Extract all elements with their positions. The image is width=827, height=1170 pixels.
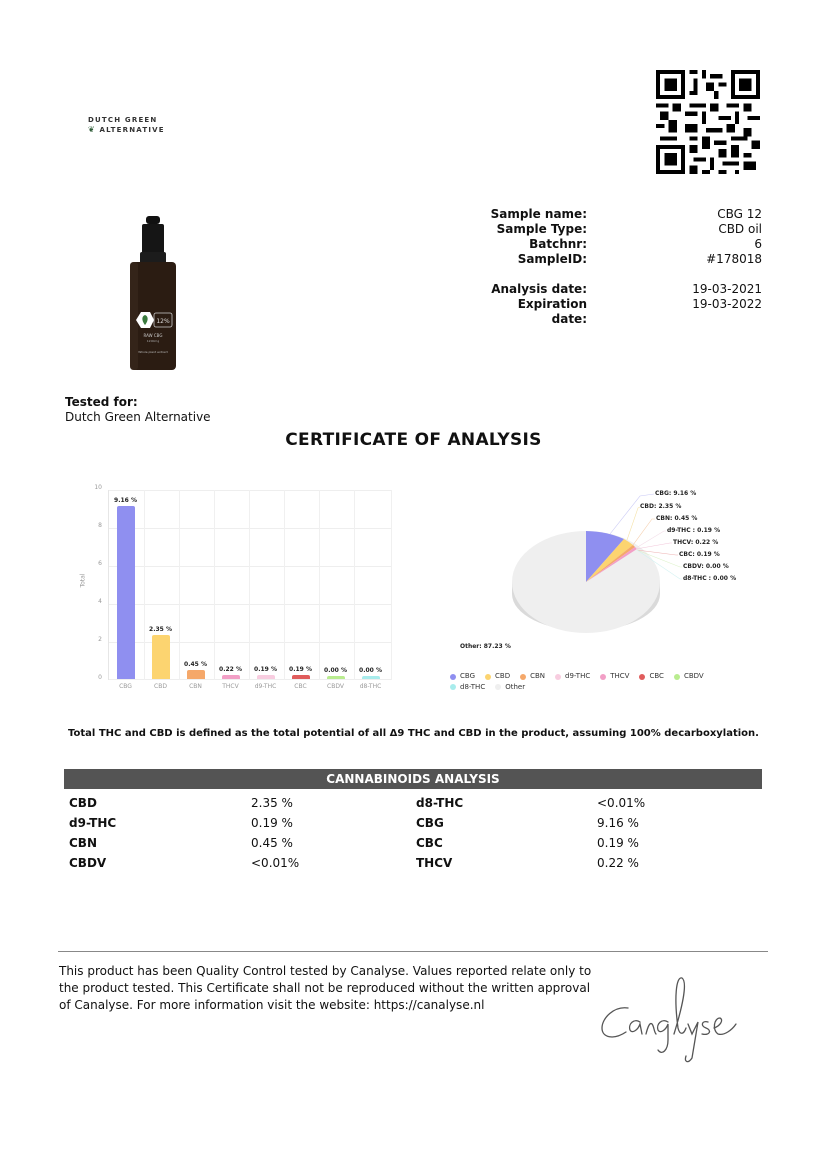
cannabinoid-value: 9.16 % [597, 816, 639, 830]
pie-label-cbg: CBG: 9.16 % [655, 490, 697, 497]
legend-label: CBG [460, 672, 475, 680]
sample-type-value: CBD oil [718, 222, 762, 236]
legend-label: CBDV [683, 672, 704, 680]
legend-item-d9-thc[interactable] [555, 672, 590, 681]
definition-note: Total THC and CBD is defined as the total potential of all Δ9 THC and CBD in the product, assuming 100% decarboxylation. [68, 728, 759, 739]
y-tick: 6 [98, 560, 102, 567]
legend-label: CBD [495, 672, 511, 680]
cannabinoid-value: 0.19 % [251, 816, 293, 830]
cannabinoid-value: 2.35 % [251, 796, 293, 810]
bar-thcv [222, 675, 240, 679]
footer-disclaimer: This product has been Quality Control tested by Canalyse. Values reported relate only to the product tested. This Certificate shall not be reproduced without the written approval of Canalyse. For more information visit the website: https://canalyse.nl [59, 964, 592, 1012]
x-tick-label: CBG [119, 683, 132, 690]
sample-type-row [480, 222, 762, 237]
oil-bottle-image [128, 216, 178, 372]
pie-label-cbdv: CBDV: 0.00 % [683, 563, 729, 570]
sample-name-value: CBG 12 [717, 207, 762, 221]
x-tick-label: CBC [294, 683, 307, 690]
qr-code-icon [656, 70, 760, 174]
bar-value-label: 2.35 % [149, 625, 172, 633]
legend-dot-icon [495, 684, 501, 690]
sample-id-row [480, 252, 762, 267]
legend-dot-icon [450, 684, 456, 690]
logo-line-2: ALTERNATIVE [99, 126, 165, 134]
bar-value-label: 0.00 % [359, 667, 382, 674]
x-tick-label: d9-THC [254, 683, 277, 690]
cannabinoid-name: CBD [69, 796, 97, 810]
legend-label: Other [505, 682, 526, 691]
logo-line-1: DUTCH GREEN [88, 116, 158, 124]
pie-label-d8thc: d8-THC : 0.00 % [683, 575, 737, 582]
y-tick: 10 [94, 484, 102, 491]
pie-legend [450, 672, 770, 693]
legend-label: d9-THC [565, 672, 591, 680]
cannabinoid-name: CBC [416, 836, 443, 850]
bar-cbc [292, 675, 310, 679]
bar-value-label: 0.45 % [184, 661, 207, 669]
svg-text:1200mg: 1200mg [146, 339, 160, 343]
pie-label-cbc: CBC: 0.19 % [679, 551, 720, 558]
legend-label: CBC [649, 672, 664, 680]
bar-d9-thc [257, 675, 275, 679]
tested-for-value: Dutch Green Alternative [65, 410, 211, 424]
bar-value-label: 0.19 % [289, 666, 312, 674]
svg-text:12%: 12% [156, 318, 170, 325]
batchnr-label: Batchnr: [529, 237, 587, 251]
legend-item-cbdv[interactable] [674, 672, 704, 681]
y-tick: 4 [98, 598, 102, 605]
legend-label: d8-THC [460, 682, 486, 691]
legend-dot-icon [674, 674, 680, 680]
batchnr-value: 6 [754, 237, 762, 251]
cannabinoids-analysis-table [64, 769, 762, 873]
bar-value-label: 0.19 % [254, 666, 277, 674]
batchnr-row [480, 237, 762, 252]
x-tick-label: CBDV [327, 683, 344, 690]
cannabinoid-value: 0.19 % [597, 836, 639, 850]
expiration-date-row [480, 297, 762, 327]
bar-chart [80, 482, 400, 697]
bar-value-label: 0.00 % [324, 667, 347, 674]
y-tick: 8 [98, 522, 102, 529]
bar-cbd [152, 635, 170, 679]
bar-cbg [117, 506, 135, 679]
legend-item-thcv[interactable] [600, 672, 629, 681]
legend-label: CBN [530, 672, 546, 680]
cannabinoid-value: <0.01% [251, 856, 300, 870]
legend-item-d8-thc[interactable] [450, 683, 485, 692]
bar-cbn [187, 670, 205, 679]
bar-value-label: 0.22 % [219, 665, 242, 673]
tested-for-label: Tested for: [65, 395, 138, 409]
expiration-date-label: Expiration date: [517, 297, 587, 326]
leaf-icon: ❦ [88, 125, 96, 134]
pie-label-cbn: CBN: 0.45 % [656, 515, 698, 522]
legend-item-cbn[interactable] [520, 672, 545, 681]
pie-label-thcv: THCV: 0.22 % [673, 539, 719, 546]
pie-label-other: Other: 87.23 % [460, 643, 511, 650]
legend-dot-icon [639, 674, 645, 680]
pie-chart [450, 482, 770, 697]
cannabinoid-value: <0.01% [597, 796, 646, 810]
sample-id-label: SampleID: [517, 252, 587, 266]
cannabinoid-name: d8-THC [416, 796, 464, 810]
bar-d8-thc [362, 676, 380, 679]
cannabinoid-name: CBN [69, 836, 97, 850]
analysis-heading: CANNABINOIDS ANALYSIS [64, 769, 762, 789]
y-axis-label: Total [79, 573, 87, 588]
x-tick-label: d8-THC [359, 683, 382, 690]
x-tick-label: THCV [222, 683, 239, 690]
legend-dot-icon [600, 674, 606, 680]
legend-label: THCV [610, 672, 630, 680]
expiration-date-value: 19-03-2022 [692, 297, 762, 311]
cannabinoid-value: 0.45 % [251, 836, 293, 850]
cannabinoid-name: CBDV [69, 856, 107, 870]
bar-cbdv [327, 676, 345, 679]
legend-dot-icon [555, 674, 561, 680]
sample-name-row [480, 207, 762, 222]
pie-label-cbd: CBD: 2.35 % [640, 503, 682, 510]
analysis-date-label: Analysis date: [491, 282, 587, 296]
x-tick-label: CBN [189, 683, 202, 690]
legend-item-other[interactable] [495, 683, 525, 692]
canalyse-signature-icon [596, 968, 756, 1068]
footer-divider [58, 951, 768, 952]
legend-dot-icon [485, 674, 491, 680]
svg-text:RAW CBG: RAW CBG [143, 333, 163, 338]
y-tick: 2 [98, 636, 102, 643]
sample-type-label: Sample Type: [496, 222, 587, 236]
tested-for [65, 395, 211, 425]
sample-info [480, 207, 762, 327]
pie-label-d9thc: d9-THC : 0.19 % [667, 527, 721, 534]
cannabinoid-value: 0.22 % [597, 856, 639, 870]
sample-name-label: Sample name: [490, 207, 587, 221]
legend-dot-icon [520, 674, 526, 680]
cannabinoid-name: d9-THC [69, 816, 117, 830]
analysis-date-value: 19-03-2021 [692, 282, 762, 296]
cannabinoid-name: THCV [416, 856, 453, 870]
x-tick-label: CBD [154, 683, 167, 690]
legend-item-cbg[interactable] [450, 672, 475, 681]
svg-text:Whole plant extract: Whole plant extract [138, 350, 168, 354]
y-tick: 0 [98, 674, 102, 681]
legend-item-cbc[interactable] [639, 672, 663, 681]
analysis-date-row [480, 282, 762, 297]
page-title: CERTIFICATE OF ANALYSIS [285, 430, 542, 450]
brand-logo [88, 116, 165, 135]
bar-value-label: 9.16 % [114, 496, 137, 504]
sample-id-value: #178018 [706, 252, 762, 266]
legend-dot-icon [450, 674, 456, 680]
legend-item-cbd[interactable] [485, 672, 510, 681]
cannabinoid-name: CBG [416, 816, 444, 830]
